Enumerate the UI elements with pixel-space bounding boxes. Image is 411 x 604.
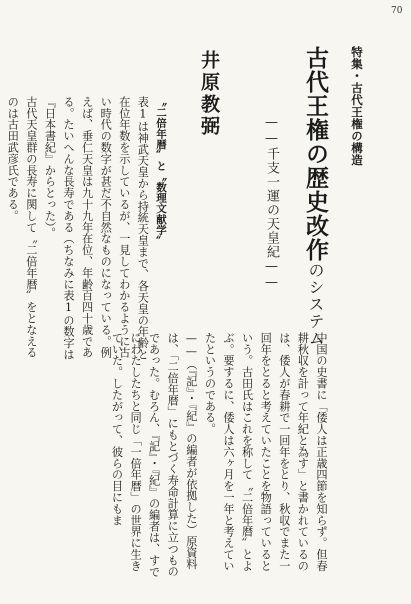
article-subtitle: ——千支一運の天皇紀—— bbox=[264, 115, 279, 291]
paragraph: ——（『記』・『紀』の編者が依拠した）原資料は、「二倍年暦」にもとづく寿命計算に立つものであった。むろん、『記』・『紀』の編者は、すでにわたしたちと同じ「一倍年暦」の世界に生きていた。したがって、彼らの目にもま bbox=[110, 332, 198, 578]
series-label: 特集・古代王権の構造 bbox=[350, 46, 364, 166]
title-main: 古代王権の歴史改作 bbox=[302, 46, 329, 262]
page-number: 70 bbox=[391, 6, 403, 16]
body-column-1 bbox=[6, 96, 170, 366]
section-heading: 〝二倍年暦〟と〝数理文献学〟 bbox=[155, 96, 167, 246]
author-name: 井原教弼 bbox=[198, 50, 220, 138]
paragraph: 古代天皇群の長寿に関して〝二倍年暦〟をとなえるのは古田武彦氏である。 bbox=[6, 96, 38, 359]
article-title bbox=[300, 46, 330, 347]
paragraph: 表1は神武天皇から持統天皇まで、各天皇の年齢と在位年数を示しているが、一見してわかるように古い時代の数字が甚だ不自然なものになっている。例えば、垂仁天皇は九十九年在位、年齢百四十歳である。たいへんな長寿である（ちなみに表1の数字は『日本書紀』からとった）。 bbox=[43, 96, 150, 360]
title-suffix: のシステム bbox=[306, 262, 325, 347]
body-column-2 bbox=[44, 332, 330, 582]
paragraph: 中国の史書に「倭人は正歳四節を知らず。但春耕秋収を計って年紀と為す」と書かれているのは、倭人が春耕で一回年をとり、秋収でまた一回年をとると考えていたことを物語っているという。古田氏はこれを称して〝二倍年暦〟とよぶ。要するに、倭人は六ヶ月を一年と考えていたというのである。 bbox=[203, 332, 328, 572]
